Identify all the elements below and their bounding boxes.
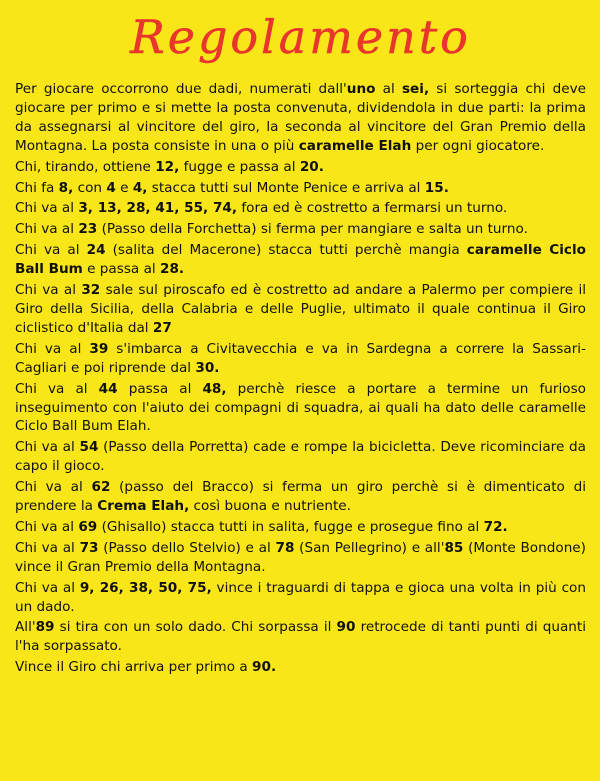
rule-text: (Ghisallo) stacca tutti in salita, fugge e prosegue fino al — [97, 518, 484, 535]
rule-emphasis: sei, — [401, 81, 430, 97]
rule-paragraph — [15, 478, 586, 518]
rule-text: al — [375, 81, 402, 97]
rule-text: (Passo dello Stelvio) e al — [98, 539, 276, 556]
rule-emphasis: Crema Elah, — [97, 498, 190, 515]
rule-emphasis: 8, — [58, 179, 74, 196]
rule-text: fugge e passa al — [179, 158, 300, 175]
rule-text: Per giocare occorrono due dadi, numerati dall' — [15, 81, 347, 97]
rule-paragraph — [15, 179, 586, 200]
rule-text: stacca tutti sul Monte Penice e arriva al — [147, 179, 425, 196]
rule-paragraph — [15, 281, 586, 340]
rule-paragraph — [15, 539, 586, 579]
rule-text: Chi va al — [15, 380, 99, 397]
rule-text: Chi va al — [15, 579, 80, 596]
rule-emphasis: 72. — [483, 518, 508, 535]
rule-text: e passa al — [82, 261, 161, 278]
rule-emphasis: 30. — [195, 359, 220, 376]
rule-emphasis: 90 — [336, 619, 356, 636]
rule-emphasis: caramelle Elah — [298, 137, 412, 154]
rule-text: (passo del Bracco) si ferma un giro perchè si è dimenticato di prendere la — [15, 479, 586, 515]
rule-paragraph — [15, 658, 586, 679]
rule-paragraph — [15, 518, 586, 539]
rule-emphasis: 48, — [202, 380, 227, 397]
rule-text: si sorteggia chi deve giocare per primo e si mette la posta convenuta, dividendola in due parti: la prima da assegnarsi al vincitore del giro, la seconda al vincitore del Gran Premio della Montagna. La posta consiste in una o più — [15, 81, 586, 154]
rule-paragraph — [15, 380, 586, 439]
rule-emphasis: 78 — [275, 539, 295, 556]
rule-paragraph — [15, 158, 586, 179]
rule-emphasis: 54 — [79, 439, 99, 456]
rule-text: (Passo della Forchetta) si ferma per mangiare e salta un turno. — [97, 221, 528, 238]
rule-emphasis: 39 — [89, 340, 109, 357]
rule-emphasis: 3, 13, 28, 41, 55, 74, — [78, 200, 238, 217]
rule-emphasis: 4 — [106, 179, 116, 196]
rule-emphasis: 85 — [444, 539, 464, 556]
rule-text: Chi, tirando, ottiene — [15, 158, 156, 175]
rule-paragraph — [15, 199, 586, 220]
rule-text: s'imbarca a Civitavecchia e va in Sardegna a correre la Sassari-Cagliari e poi riprende dal — [15, 340, 586, 376]
rule-emphasis: 28. — [160, 261, 185, 278]
rule-emphasis: 24 — [86, 242, 106, 259]
rule-text: perchè riesce a portare a termine un furioso inseguimento con l'aiuto dei compagni di squadra, ai quali ha dato delle caramelle Ciclo Ball Bum Elah. — [15, 380, 586, 435]
rule-emphasis: 27 — [152, 319, 172, 336]
rule-text: passa al — [117, 380, 203, 397]
rule-emphasis: 69 — [78, 518, 98, 535]
rule-text: e — [115, 179, 133, 196]
rule-text: fora ed è costretto a fermarsi un turno. — [237, 200, 508, 217]
rule-emphasis: 62 — [91, 479, 111, 496]
rule-text: Chi va al — [15, 282, 82, 299]
rule-emphasis: uno — [346, 81, 376, 97]
rule-text: (San Pellegrino) e all' — [294, 539, 445, 556]
rule-text: per ogni giocatore. — [411, 137, 545, 154]
rule-text: vince i traguardi di tappa e gioca una volta in più con un dado. — [15, 579, 586, 615]
rule-paragraph — [15, 618, 586, 658]
rule-paragraph — [15, 340, 586, 380]
rule-paragraph — [15, 220, 586, 241]
rule-emphasis: 12, — [155, 158, 180, 175]
rule-text: retrocede di tanti punti di quanti l'ha sorpassato. — [15, 619, 587, 655]
rule-text: (Monte Bondone) vince il Gran Premio della Montagna. — [15, 539, 586, 575]
rule-text: Chi va al — [15, 340, 90, 357]
rule-text: (Passo della Porretta) cade e rompe la bicicletta. Deve ricominciare da capo il gioco. — [15, 439, 586, 475]
rule-text: Chi va al — [15, 518, 79, 535]
rule-paragraph — [15, 579, 586, 619]
rule-text: Chi va al — [15, 539, 80, 556]
rule-emphasis: caramelle Ciclo Ball Bum — [15, 242, 586, 278]
page-title: Regolamento — [130, 10, 471, 64]
rule-paragraph — [15, 438, 586, 478]
rule-text: (salita del Macerone) stacca tutti perchè mangia — [105, 242, 467, 259]
rule-text: così buona e nutriente. — [189, 498, 351, 515]
rule-paragraph — [15, 241, 586, 281]
rule-emphasis: 4, — [132, 179, 148, 196]
rule-text: Vince il Giro chi arriva per primo a — [15, 659, 253, 676]
rule-emphasis: 89 — [35, 619, 55, 636]
rule-paragraph — [15, 80, 586, 158]
rule-text: Chi va al — [15, 479, 92, 496]
rule-emphasis: 9, 26, 38, 50, 75, — [79, 579, 212, 596]
rule-text: sale sul piroscafo ed è costretto ad andare a Palermo per compiere il Giro della Sicilia, della Calabria e delle Puglie, ultimato il quale continua il Giro ciclistico d'Italia dal — [15, 282, 586, 336]
rule-emphasis: 44 — [98, 380, 118, 397]
rule-emphasis: 32 — [81, 282, 101, 299]
rules-list — [15, 80, 586, 679]
rule-text: Chi va al — [15, 200, 79, 217]
rule-text: Chi fa — [15, 179, 59, 196]
rule-text: All' — [15, 619, 36, 636]
rule-text: Chi va al — [15, 439, 80, 456]
rule-text: si tira con un solo dado. Chi sorpassa il — [54, 619, 337, 636]
rule-emphasis: 73 — [79, 539, 99, 556]
rule-text: con — [73, 179, 107, 196]
rule-text: Chi va al — [15, 221, 79, 238]
rule-emphasis: 90. — [252, 659, 277, 676]
rule-emphasis: 15. — [424, 179, 449, 196]
rule-text: Chi va al — [15, 242, 87, 259]
rule-emphasis: 20. — [299, 158, 324, 175]
rule-emphasis: 23 — [78, 221, 98, 238]
